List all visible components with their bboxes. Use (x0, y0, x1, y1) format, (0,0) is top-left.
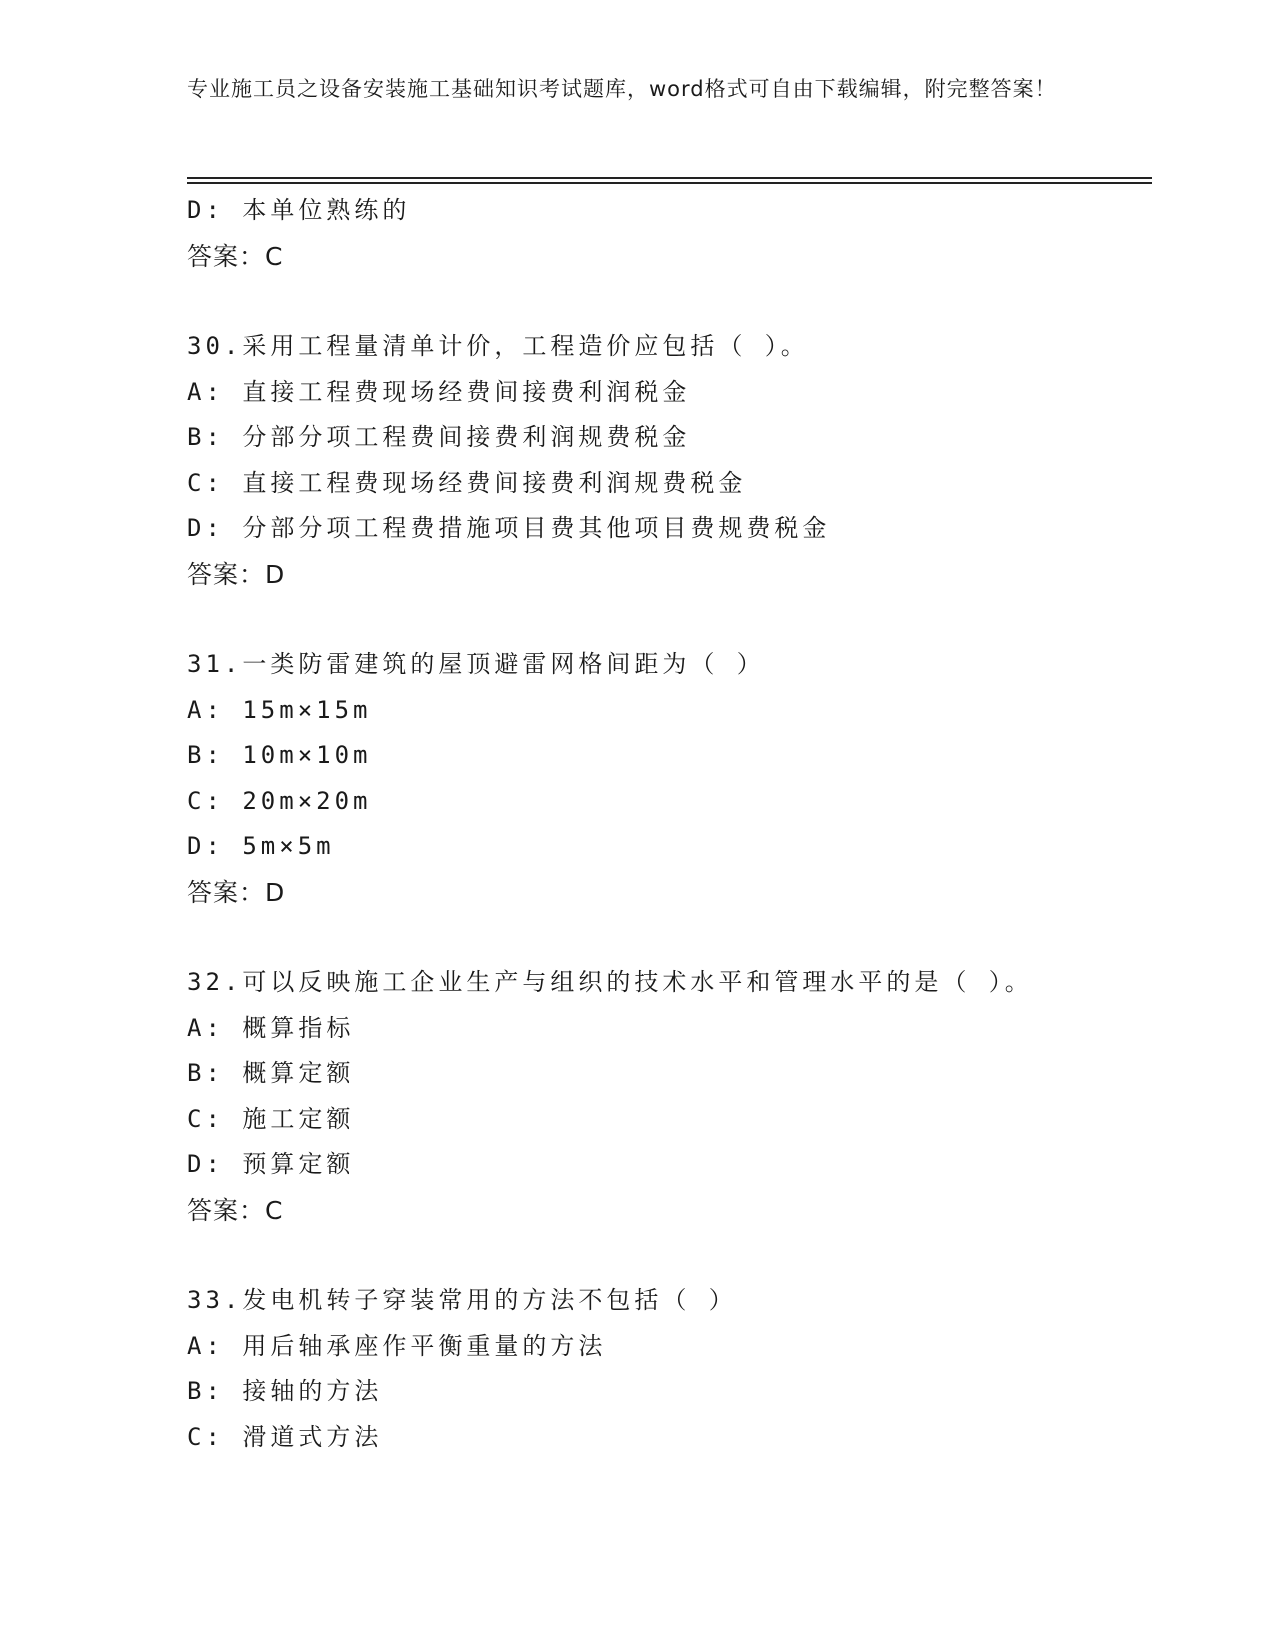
carryover-answer: 答案：C (187, 241, 284, 271)
question-answer: 答案：C (187, 1195, 284, 1225)
question-option: A: 15m×15m (187, 695, 372, 724)
document-header: 专业施工员之设备安装施工基础知识考试题库，word格式可自由下载编辑，附完整答案！ (187, 77, 1057, 101)
question-option: B: 10m×10m (187, 741, 372, 769)
question-title: 33.发电机转子穿装常用的方法不包括（ ） (187, 1286, 737, 1314)
header-divider-top (187, 177, 1152, 179)
header-divider-bottom (187, 182, 1152, 184)
question-option: A: 直接工程费现场经费间接费利润税金 (187, 377, 691, 406)
question-option: D: 5m×5m (187, 832, 335, 860)
question-option: B: 接轴的方法 (187, 1377, 383, 1405)
carryover-option-d: D: 本单位熟练的 (187, 196, 411, 224)
spacer (187, 597, 1147, 642)
question-list (187, 188, 1147, 1460)
question-option: B: 概算定额 (187, 1059, 355, 1087)
spacer (187, 915, 1147, 960)
question-option: C: 直接工程费现场经费间接费利润规费税金 (187, 468, 747, 497)
question-title: 30.采用工程量清单计价，工程造价应包括（ ）。 (187, 332, 809, 360)
question-option: B: 分部分项工程费间接费利润规费税金 (187, 423, 691, 451)
question-32 (187, 960, 1147, 1233)
question-option: A: 用后轴承座作平衡重量的方法 (187, 1331, 607, 1360)
question-answer: 答案：D (187, 877, 286, 907)
spacer (187, 1233, 1147, 1278)
question-option: C: 滑道式方法 (187, 1422, 383, 1451)
question-option: A: 概算指标 (187, 1013, 355, 1042)
question-33 (187, 1278, 1147, 1460)
question-option: C: 施工定额 (187, 1104, 355, 1133)
question-option: D: 分部分项工程费措施项目费其他项目费规费税金 (187, 514, 831, 542)
question-30 (187, 324, 1147, 597)
question-31 (187, 642, 1147, 915)
question-title: 32.可以反映施工企业生产与组织的技术水平和管理水平的是（ ）。 (187, 968, 1033, 996)
question-answer: 答案：D (187, 559, 286, 589)
question-option: D: 预算定额 (187, 1150, 355, 1178)
spacer (187, 279, 1147, 324)
question-title: 31.一类防雷建筑的屋顶避雷网格间距为（ ） (187, 650, 765, 678)
question-option: C: 20m×20m (187, 786, 372, 815)
